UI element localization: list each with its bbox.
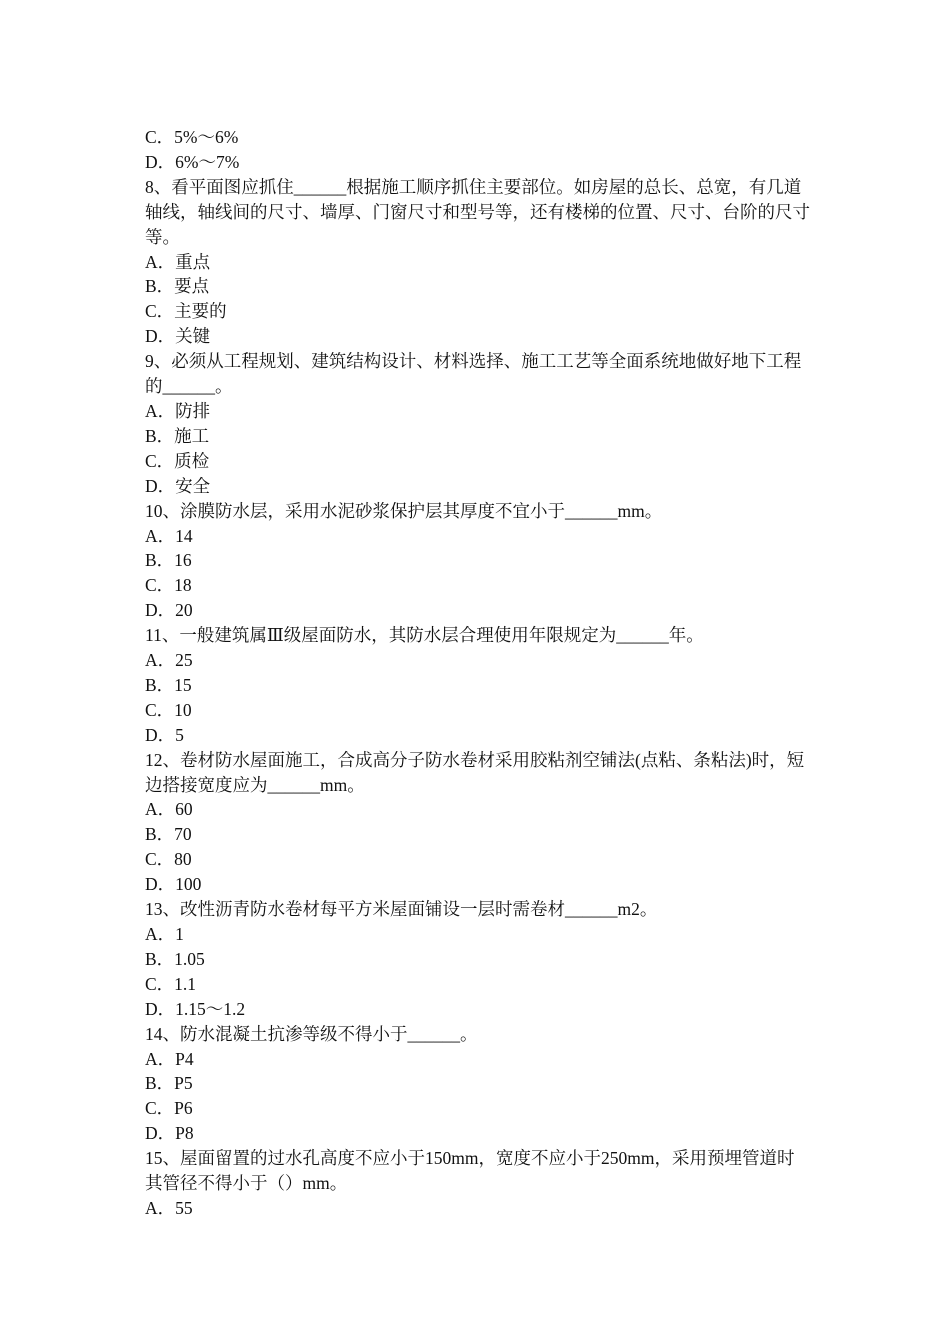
option-b-q8: B．要点 — [145, 276, 210, 297]
option-d-q13: D．1.15～1.2 — [145, 998, 246, 1019]
option-d-q10: D．20 — [145, 600, 193, 621]
option-a-q11: A．25 — [145, 650, 193, 671]
option-c-q12: C．80 — [145, 849, 192, 870]
option-b-q14: B．P5 — [145, 1073, 193, 1094]
option-c-q11: C．10 — [145, 699, 192, 720]
question-14: 14、防水混凝土抗渗等级不得小于______。 — [145, 1023, 478, 1044]
document-body — [145, 125, 810, 1221]
option-b-q13: B．1.05 — [145, 948, 205, 969]
option-a-q12: A．60 — [145, 799, 193, 820]
option-d-q9: D．安全 — [145, 475, 211, 496]
question-11: 11、一般建筑属Ⅲ级屋面防水，其防水层合理使用年限规定为______年。 — [145, 625, 704, 646]
option-a-q14: A．P4 — [145, 1048, 194, 1069]
question-15: 15、屋面留置的过水孔高度不应小于150mm，宽度不应小于250mm，采用预埋管道时其管径不得小于（）mm。 — [145, 1148, 795, 1194]
option-b-q9: B．施工 — [145, 425, 210, 446]
option-a-q10: A．14 — [145, 525, 193, 546]
option-b-q11: B．15 — [145, 674, 192, 695]
question-10: 10、涂膜防水层，采用水泥砂浆保护层其厚度不宜小于______mm。 — [145, 500, 663, 521]
option-c-q13: C．1.1 — [145, 973, 197, 994]
option-d-q11: D．5 — [145, 724, 184, 745]
option-a-q15: A．55 — [145, 1197, 193, 1218]
option-a-q8: A．重点 — [145, 251, 211, 272]
option-c-q7: C．5%～6% — [145, 127, 239, 147]
option-b-q12: B．70 — [145, 824, 192, 845]
option-c-q10: C．18 — [145, 575, 192, 596]
option-c-q8: C．主要的 — [145, 301, 227, 322]
option-d-q12: D．100 — [145, 874, 202, 895]
question-12: 12、卷材防水屋面施工，合成高分子防水卷材采用胶粘剂空铺法(点粘、条粘法)时，短边搭接宽度应为______mm。 — [145, 749, 805, 795]
option-c-q9: C．质检 — [145, 450, 210, 471]
option-d-q14: D．P8 — [145, 1123, 194, 1144]
question-13: 13、改性沥青防水卷材每平方米屋面铺设一层时需卷材______m2。 — [145, 899, 658, 920]
question-8: 8、看平面图应抓住______根据施工顺序抓住主要部位。如房屋的总长、总宽，有几道轴线，轴线间的尺寸、墙厚、门窗尺寸和型号等，还有楼梯的位置、尺寸、台阶的尺寸等。 — [145, 176, 810, 247]
option-d-q8: D．关键 — [145, 326, 211, 347]
question-9: 9、必须从工程规划、建筑结构设计、材料选择、施工工艺等全面系统地做好地下工程的______。 — [145, 351, 802, 397]
option-a-q13: A．1 — [145, 924, 184, 944]
option-b-q10: B．16 — [145, 550, 192, 571]
option-a-q9: A．防排 — [145, 400, 211, 421]
option-c-q14: C．P6 — [145, 1098, 193, 1119]
option-d-q7: D．6%～7% — [145, 151, 240, 172]
